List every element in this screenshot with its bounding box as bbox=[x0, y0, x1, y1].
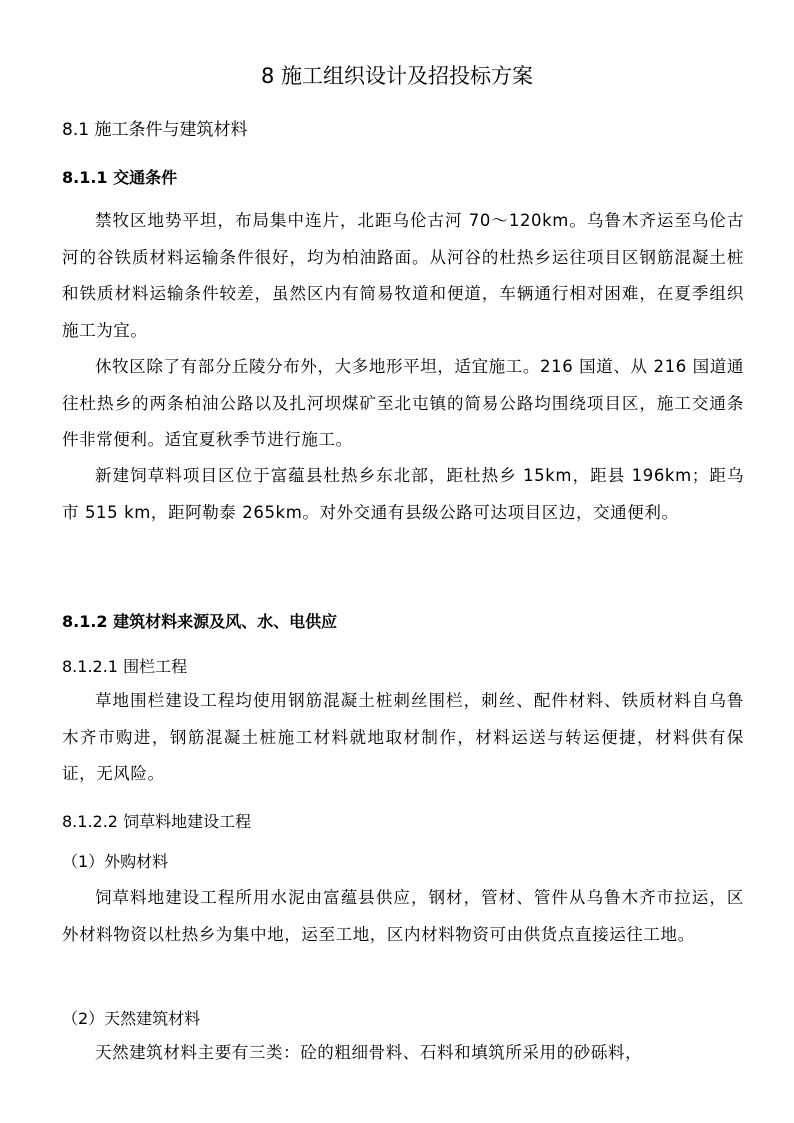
subsubsection-heading-forage: 8.1.2.2 饲草料地建设工程 bbox=[62, 812, 252, 831]
item-label-natural: （2）天然建筑材料 bbox=[62, 1009, 201, 1028]
paragraph-traffic-1: 禁牧区地势平坦，布局集中连片，北距乌伦古河 70～120km。乌鲁木齐运至乌伦古河的谷铁质材料运输条件很好，均为柏油路面。从河谷的杜热乡运往项目区钢筋混凝土桩和铁质材料运输条件较差，虽然区内有简易牧道和便道，车辆通行相对困难，在夏季组织施工为宜。 bbox=[62, 211, 744, 340]
document-title: 8 施工组织设计及招投标方案 bbox=[260, 64, 534, 88]
paragraph-natural: 天然建筑材料主要有三类：砼的粗细骨料、石料和填筑所采用的砂砾料， bbox=[95, 1043, 643, 1062]
item-label-purchased: （1）外购材料 bbox=[62, 852, 169, 871]
section-heading: 8.1 施工条件与建筑材料 bbox=[62, 120, 248, 140]
subsection-heading-traffic: 8.1.1 交通条件 bbox=[62, 168, 178, 187]
paragraph-traffic-3: 新建饲草料项目区位于富蕴县杜热乡东北部，距杜热乡 15km，距县 196km；距乌市 515 km，距阿勒泰 265km。对外交通有县级公路可达项目区边，交通便利。 bbox=[62, 466, 744, 522]
subsection-heading-materials: 8.1.2 建筑材料来源及风、水、电供应 bbox=[62, 612, 338, 631]
paragraph-purchased: 饲草料地建设工程所用水泥由富蕴县供应，钢材，管材、管件从乌鲁木齐市拉运，区外材料物资以杜热乡为集中地，运至工地，区内材料物资可由供货点直接运往工地。 bbox=[62, 888, 744, 944]
paragraph-traffic-2: 休牧区除了有部分丘陵分布外，大多地形平坦，适宜施工。216 国道、从 216 国道通往杜热乡的两条柏油公路以及扎河坝煤矿至北屯镇的简易公路均围绕项目区，施工交通条件非常便利。适宜夏秋季节进行施工。 bbox=[62, 357, 744, 449]
paragraph-fence: 草地围栏建设工程均使用钢筋混凝土桩刺丝围栏，刺丝、配件材料、铁质材料自乌鲁木齐市购进，钢筋混凝土桩施工材料就地取材制作，材料运送与转运便捷，材料供有保证，无风险。 bbox=[62, 691, 744, 783]
subsubsection-heading-fence: 8.1.2.1 围栏工程 bbox=[62, 657, 188, 676]
